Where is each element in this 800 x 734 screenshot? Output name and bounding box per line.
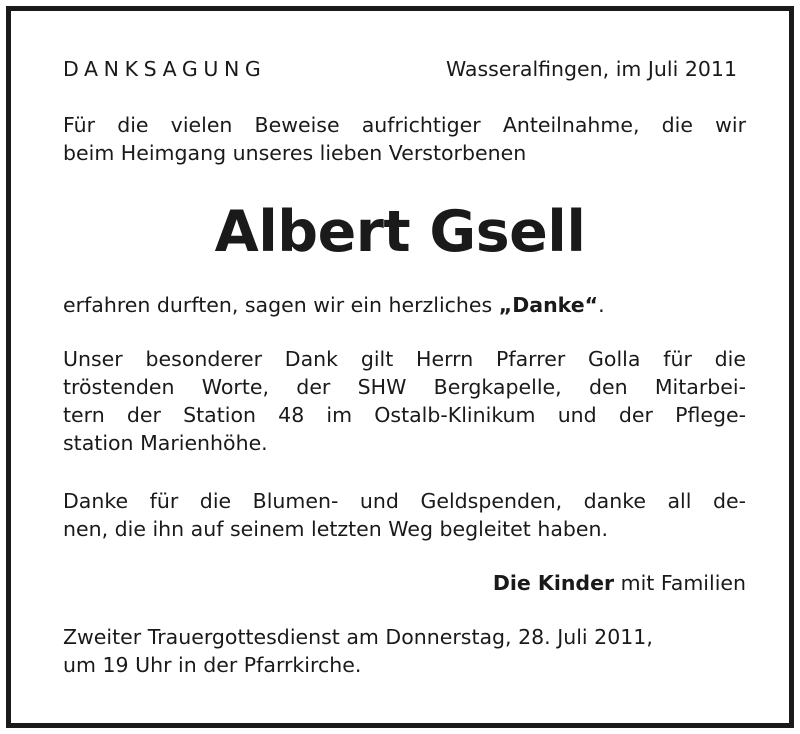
thanks-suffix: . [598, 293, 605, 317]
donation-line: Danke für die Blumen- und Geldspenden, danke all de- [63, 489, 746, 513]
signature-rest: mit Familien [614, 571, 746, 595]
deceased-name: Albert Gsell [214, 199, 586, 265]
intro-line: Für die vielen Beweise aufrichtiger Anteilnahme, die wir [63, 113, 746, 137]
place-date: Wasseralfingen, im Juli 2011 [445, 57, 737, 81]
thanks-line [63, 291, 746, 319]
thanks-prefix: erfahren durften, sagen wir ein herzliches [63, 293, 499, 317]
intro-line: beim Heimgang unseres lieben Verstorbenen [63, 141, 527, 165]
special-thanks-paragraph [63, 345, 746, 457]
service-line: um 19 Uhr in der Pfarrkirche. [63, 653, 362, 677]
obituary-notice [6, 6, 794, 728]
donation-paragraph [63, 487, 746, 543]
intro-paragraph [63, 111, 746, 167]
donation-line: nen, die ihn auf seinem letzten Weg begleitet haben. [63, 517, 609, 541]
notice-header [63, 57, 737, 81]
special-thanks-line: Unser besonderer Dank gilt Herrn Pfarrer Golla für die [63, 347, 746, 371]
special-thanks-line: station Marienhöhe. [63, 431, 268, 455]
service-line: Zweiter Trauergottesdienst am Donnerstag, 28. Juli 2011, [63, 625, 653, 649]
special-thanks-line: tern der Station 48 im Ostalb-Klinikum und der Pflege- [63, 403, 746, 427]
service-paragraph [63, 623, 746, 679]
heading-danksagung: DANKSAGUNG [63, 57, 267, 81]
special-thanks-line: tröstenden Worte, der SHW Bergkapelle, den Mitarbei- [63, 375, 746, 399]
signature [63, 569, 746, 597]
thanks-word: „Danke“ [498, 293, 599, 317]
signature-names: Die Kinder [492, 571, 615, 595]
